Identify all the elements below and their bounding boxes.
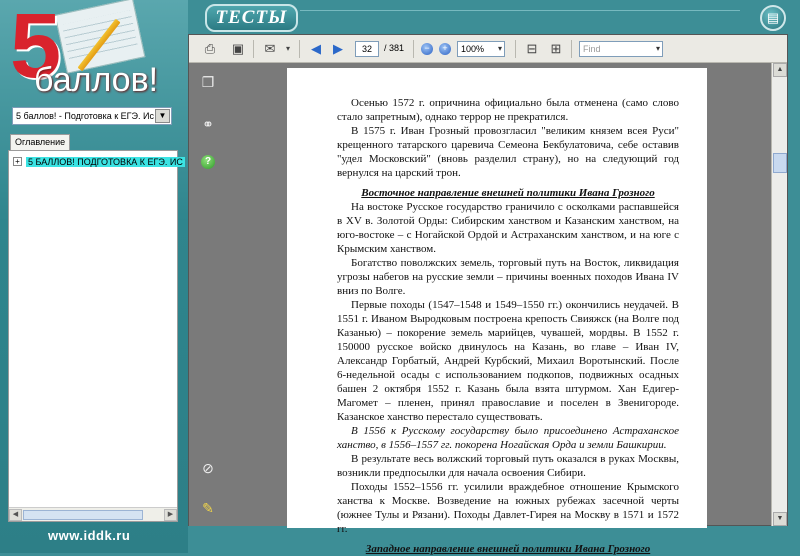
scroll-left-icon[interactable]: ◀ bbox=[9, 509, 22, 521]
fit-width-icon[interactable]: ⊞ bbox=[550, 41, 562, 56]
paragraph: В 1556 к Русскому государству было присоединено Астраханское ханство, в 1556–1557 гг. покорена Ногайская Орда и земли Башкирии. bbox=[337, 425, 679, 451]
app-logo bbox=[0, 0, 188, 100]
paragraph: Первые походы (1547–1548 и 1549–1550 гг.) окончились неудачей. В 1551 г. Иваном Выродковым построена крепость Свияжск (на Волге под Казанью) – покорение земель марийцев, чувашей, мордвы. В 1552 г. 150000 русское войско двинулось на Казань, во главе – Иван IV, Александр Горбатый, Андрей Курбский, Михаил Воротынский. После 6-недельной осады с использованием подкопов, подвижных осадных башен 2 октября 1552 г. Казань была взята штурмом. Хан Едигер-Магомет – пленен, принял православие и поселен в Звенигороде. Казанское ханство перестало существовать. bbox=[337, 299, 679, 423]
book-icon[interactable]: ▤ bbox=[760, 5, 786, 31]
paragraph: На востоке Русское государство граничило с осколками распавшейся в XV в. Золотой Орды: Сибирским ханством и Казанским ханством, на юго-востоке – с Ногайской Ордой и Астраханским ханством, и на юге с Крымским ханством. bbox=[337, 201, 679, 255]
viewer-side-strip bbox=[189, 63, 287, 526]
paragraph: Осенью 1572 г. опричнина официально была отменена (само слово стало запретным), однако террор не прекратился. bbox=[337, 97, 679, 123]
toc-horizontal-scrollbar[interactable] bbox=[9, 507, 177, 521]
zoom-select[interactable] bbox=[457, 41, 505, 57]
vertical-scrollbar[interactable] bbox=[771, 63, 787, 526]
website-link[interactable]: www.iddk.ru bbox=[48, 528, 131, 543]
logo-number: 5 bbox=[10, 0, 59, 97]
paragraph: В 1575 г. Иван Грозный провозгласил "великим князем всея Руси" крещенного татарского царевича Семеона Бекбулатовича, себе оставив "удел Московский" (вновь разделил страну), но на следующий год вернулся на царский трон. bbox=[337, 125, 679, 179]
save-icon[interactable]: ▣ bbox=[231, 41, 245, 56]
document-select-value: 5 баллов! - Подготовка к ЕГЭ. Ис bbox=[16, 111, 154, 121]
tab-contents[interactable]: Оглавление bbox=[10, 134, 70, 150]
find-input[interactable] bbox=[579, 41, 663, 57]
document-page bbox=[287, 68, 707, 555]
print-icon[interactable]: ⎙ bbox=[204, 41, 216, 56]
left-panel bbox=[0, 0, 188, 553]
pdf-viewer bbox=[188, 34, 788, 555]
header-divider bbox=[300, 10, 740, 26]
binoculars-icon[interactable]: ⚭ bbox=[202, 116, 214, 132]
expand-icon[interactable]: + bbox=[13, 157, 22, 166]
chevron-down-icon[interactable]: ▼ bbox=[155, 109, 170, 123]
viewer-toolbar bbox=[189, 35, 787, 63]
section-title-tab[interactable]: ТЕСТЫ bbox=[205, 4, 298, 32]
toolbar-separator bbox=[571, 40, 572, 58]
logo-word: баллов! bbox=[34, 61, 159, 99]
document-select[interactable] bbox=[12, 107, 172, 125]
toc-panel bbox=[8, 150, 183, 522]
find-placeholder: Find bbox=[583, 44, 601, 54]
fit-page-icon[interactable]: ⊟ bbox=[526, 41, 538, 56]
paragraph: Богатство поволжских земель, торговый путь на Восток, ликвидация угрозы набегов на русские земли – причины военных походов Ивана IV вниз по Волге. bbox=[337, 257, 679, 297]
page-total: / 381 bbox=[384, 43, 405, 53]
comments-icon[interactable]: ✎ bbox=[202, 500, 214, 516]
zoom-out-icon[interactable]: − bbox=[421, 43, 433, 55]
zoom-value: 100% bbox=[461, 44, 485, 54]
paragraph: Походы 1552–1556 гг. усилили враждебное отношение Крымского ханства к Москве. Возведение на южных рубежах засечной черты (южнее Тулы и Рязани). Походы Давлет-Гирея на Москву в 1571 и 1572 гг. bbox=[337, 481, 679, 535]
toolbar-separator bbox=[515, 40, 516, 58]
pages-icon[interactable]: ❐ bbox=[201, 74, 215, 90]
scroll-up-icon[interactable]: ▲ bbox=[773, 63, 787, 77]
help-icon[interactable]: ? bbox=[201, 155, 215, 169]
page-number-input[interactable]: 32 bbox=[355, 41, 379, 57]
paragraph: В результате весь волжский торговый путь оказался в руках Москвы, возникли предпосылки для начала освоения Сибири. bbox=[337, 453, 679, 479]
section-heading: Восточное направление внешней политики Ивана Грозного bbox=[361, 187, 655, 199]
scroll-right-icon[interactable]: ▶ bbox=[164, 509, 177, 521]
previous-page-icon[interactable]: ◀ bbox=[311, 41, 321, 56]
scrollbar-thumb[interactable] bbox=[23, 510, 143, 520]
toolbar-separator bbox=[253, 40, 254, 58]
section-heading: Западное направление внешней политики Ивана Грозного bbox=[365, 543, 651, 555]
toc-item[interactable] bbox=[13, 155, 185, 168]
chevron-down-icon[interactable]: ▾ bbox=[655, 44, 660, 53]
next-page-icon[interactable]: ▶ bbox=[333, 41, 343, 56]
toolbar-separator bbox=[299, 40, 300, 58]
toc-item-label[interactable]: 5 БАЛЛОВ! ПОДГОТОВКА К ЕГЭ. ИС bbox=[28, 156, 183, 167]
scrollbar-thumb[interactable] bbox=[773, 153, 787, 173]
zoom-in-icon[interactable]: + bbox=[439, 43, 451, 55]
send-icon[interactable]: ✉ bbox=[264, 41, 276, 56]
scroll-down-icon[interactable]: ▼ bbox=[773, 512, 787, 526]
chevron-down-icon[interactable]: ▾ bbox=[497, 44, 502, 53]
toolbar-separator bbox=[413, 40, 414, 58]
chevron-down-icon[interactable]: ▾ bbox=[285, 44, 290, 53]
attachment-icon[interactable]: ⊘ bbox=[202, 460, 214, 476]
